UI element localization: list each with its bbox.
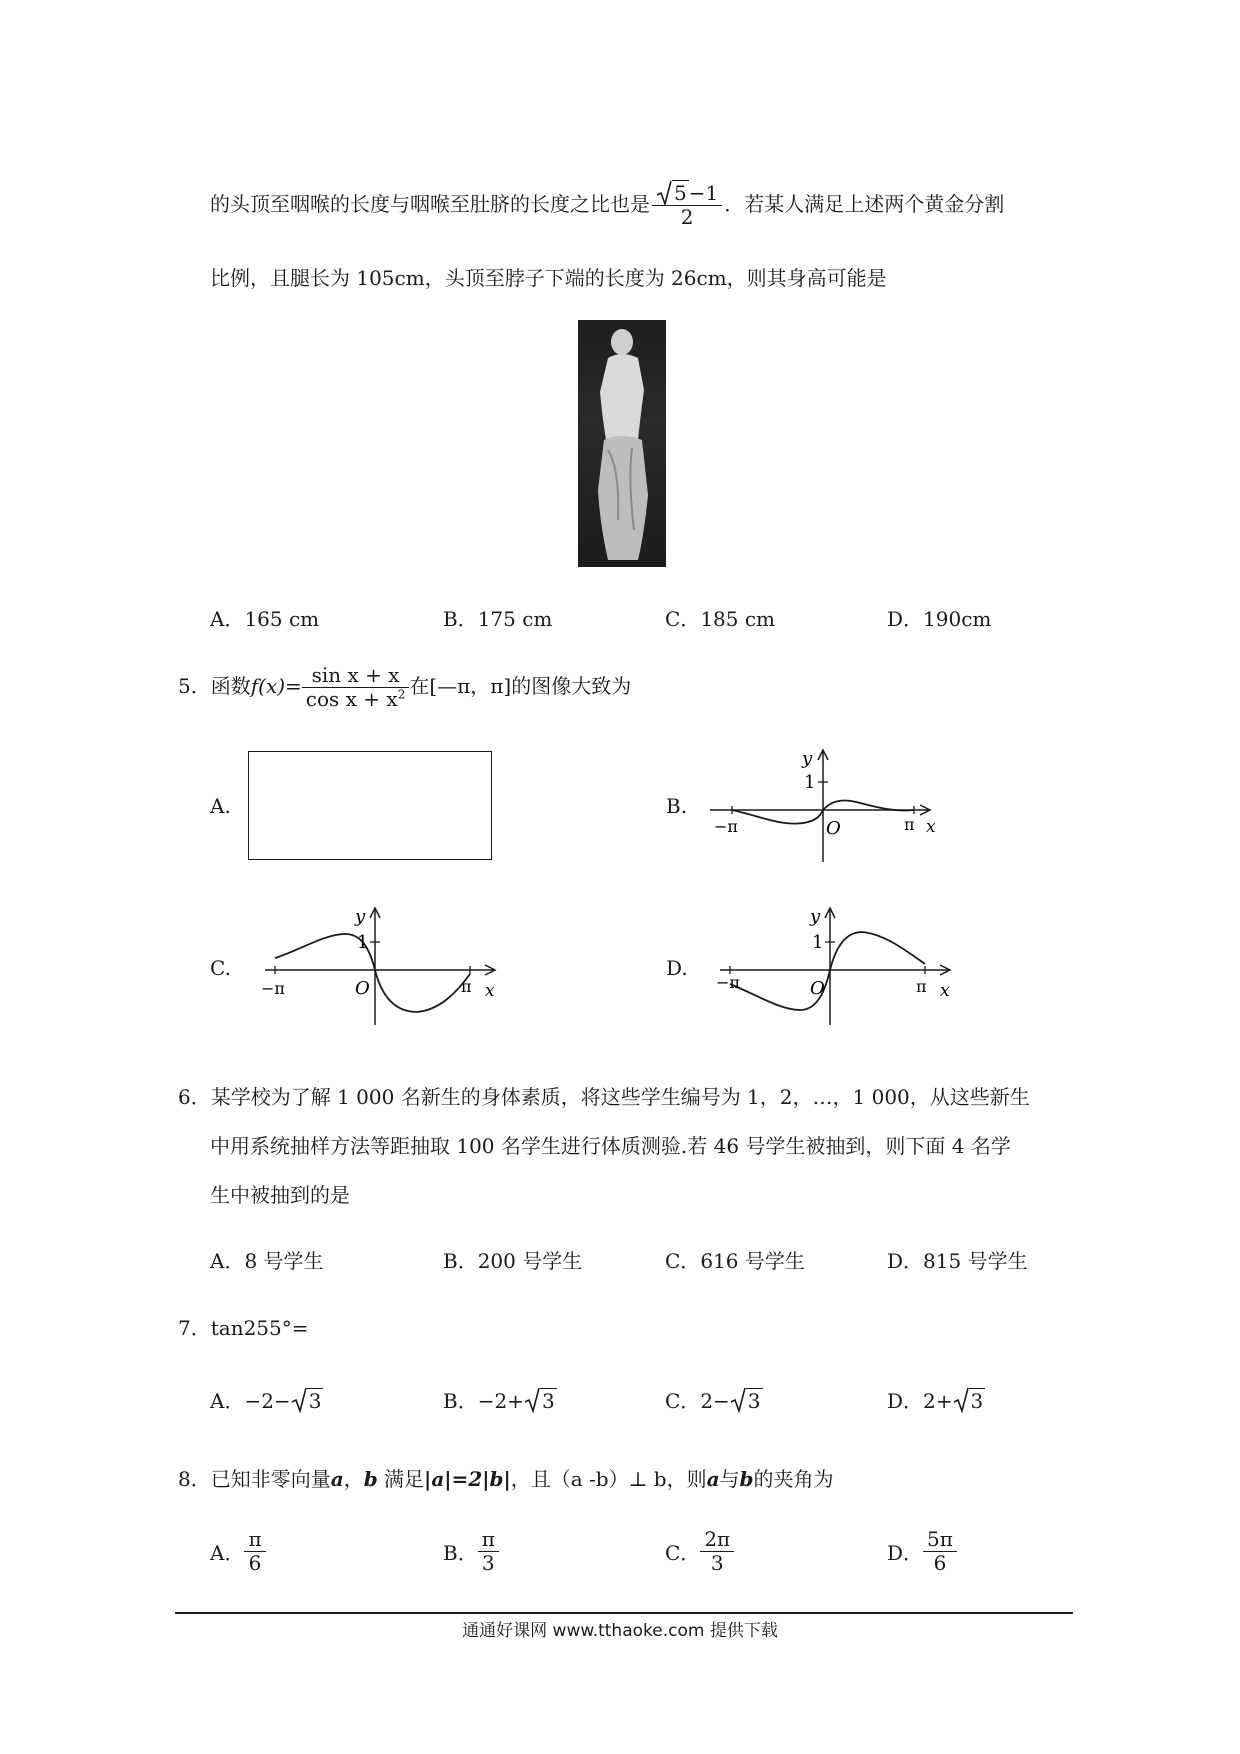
statue-figure — [578, 320, 666, 567]
q5-c-origin-label: O — [355, 978, 370, 999]
q4-option-d[interactable]: D．190cm — [887, 607, 992, 631]
q5-b-y-label: y — [802, 748, 813, 769]
q8-option-b[interactable]: B． $\frac{\pi}{3}$ — [443, 1528, 499, 1575]
venus-statue-photo — [578, 320, 666, 567]
q5-option-a-graph-box[interactable] — [248, 751, 492, 860]
q5-d-origin-label: O — [810, 978, 825, 999]
q6-line1: 6．某学校为了解 1 000 名新生的身体素质，将这些学生编号为 1，2，…，1 000，从这些新生 — [178, 1085, 1030, 1109]
q4-line1-post: ．若某人满足上述两个黄金分割 — [724, 192, 1005, 216]
q5-d-x-label: x — [940, 981, 950, 1001]
q5-c-one-label: 1 — [357, 932, 369, 953]
q6-line2: 中用系统抽样方法等距抽取 100 名学生进行体质测验.若 46 号学生被抽到，则下面 4 名学 — [210, 1134, 1011, 1158]
q4-line1-pre: 的头顶至咽喉的长度与咽喉至肚脐的长度之比也是 — [210, 192, 650, 216]
q4-line2: 比例，且腿长为 105cm，头顶至脖子下端的长度为 26cm，则其身高可能是 — [210, 266, 887, 290]
q5-b-x-label: x — [926, 817, 936, 837]
q5-b-neg-pi-label: −π — [714, 817, 738, 836]
q8-option-d[interactable]: D． $\frac{5\pi}{6}$ — [887, 1528, 957, 1575]
q6-option-c[interactable]: C．616 号学生 — [665, 1249, 805, 1273]
q7-option-a[interactable]: A．−2− 3 — [210, 1389, 322, 1413]
q4-option-b[interactable]: B．175 cm — [443, 607, 553, 631]
q5-option-a-key[interactable]: A. — [210, 794, 231, 818]
q5-b-origin-label: O — [826, 818, 841, 839]
q5-option-c-graph[interactable] — [245, 900, 505, 1030]
footer-text: 通通好课网 www.tthaoke.com 提供下载 — [462, 1621, 778, 1641]
q5-option-d-key[interactable]: D. — [666, 956, 688, 980]
q5-c-pi-label: π — [461, 977, 472, 996]
golden-ratio-fraction: $\frac{5 -1}{2}$ — [652, 182, 722, 229]
q8-condition: |a|=2|b| — [424, 1467, 511, 1491]
q5-option-d-graph[interactable] — [700, 900, 960, 1030]
q5-d-neg-pi-label: −π — [716, 973, 740, 992]
q6-option-b[interactable]: B．200 号学生 — [443, 1249, 583, 1273]
q5-c-x-label: x — [485, 981, 495, 1001]
q8-option-a[interactable]: A． $\frac{\pi}{6}$ — [210, 1528, 266, 1575]
q6-option-a[interactable]: A．8 号学生 — [210, 1249, 324, 1273]
q5-b-one-label: 1 — [804, 772, 816, 793]
q5-stem: 5．函数f(x)= $\frac{\text{sin x + x}}{\cos x + x^2}$ 在[—π，π]的图像大致为 — [178, 663, 632, 711]
q6-option-d[interactable]: D．815 号学生 — [887, 1249, 1028, 1273]
q4-option-c[interactable]: C．185 cm — [665, 607, 776, 631]
q7-option-c[interactable]: C．2− 3 — [665, 1389, 761, 1413]
q6-line3: 生中被抽到的是 — [210, 1183, 350, 1207]
q8-option-c[interactable]: C． $\frac{2\pi}{3}$ — [665, 1528, 734, 1575]
q5-d-one-label: 1 — [812, 932, 824, 953]
q8-stem: 8．已知非零向量a，b 满足|a|=2|b|，且（a -b）⊥ b，则a与b的夹角为 — [178, 1467, 834, 1491]
q5-d-pi-label: π — [916, 977, 927, 996]
q4-option-a[interactable]: A．165 cm — [210, 607, 320, 631]
q5-c-neg-pi-label: −π — [261, 979, 285, 998]
q5-c-y-label: y — [355, 906, 366, 927]
q5-option-c-key[interactable]: C. — [210, 956, 231, 980]
q5-option-b-key[interactable]: B. — [666, 794, 688, 818]
q5-fraction: $\frac{\text{sin x + x}}{\cos x + x^2}$ — [302, 664, 410, 711]
q7-stem: 7．tan255°= — [178, 1316, 309, 1340]
q7-option-d[interactable]: D．2+ 3 — [887, 1389, 984, 1413]
q5-option-b-graph[interactable] — [690, 740, 950, 865]
q4-line1 — [210, 182, 1004, 229]
q5-d-y-label: y — [810, 906, 821, 927]
q7-option-b[interactable]: B．−2+ 3 — [443, 1389, 555, 1413]
footer-divider — [175, 1612, 1073, 1614]
q5-b-pi-label: π — [904, 815, 915, 834]
